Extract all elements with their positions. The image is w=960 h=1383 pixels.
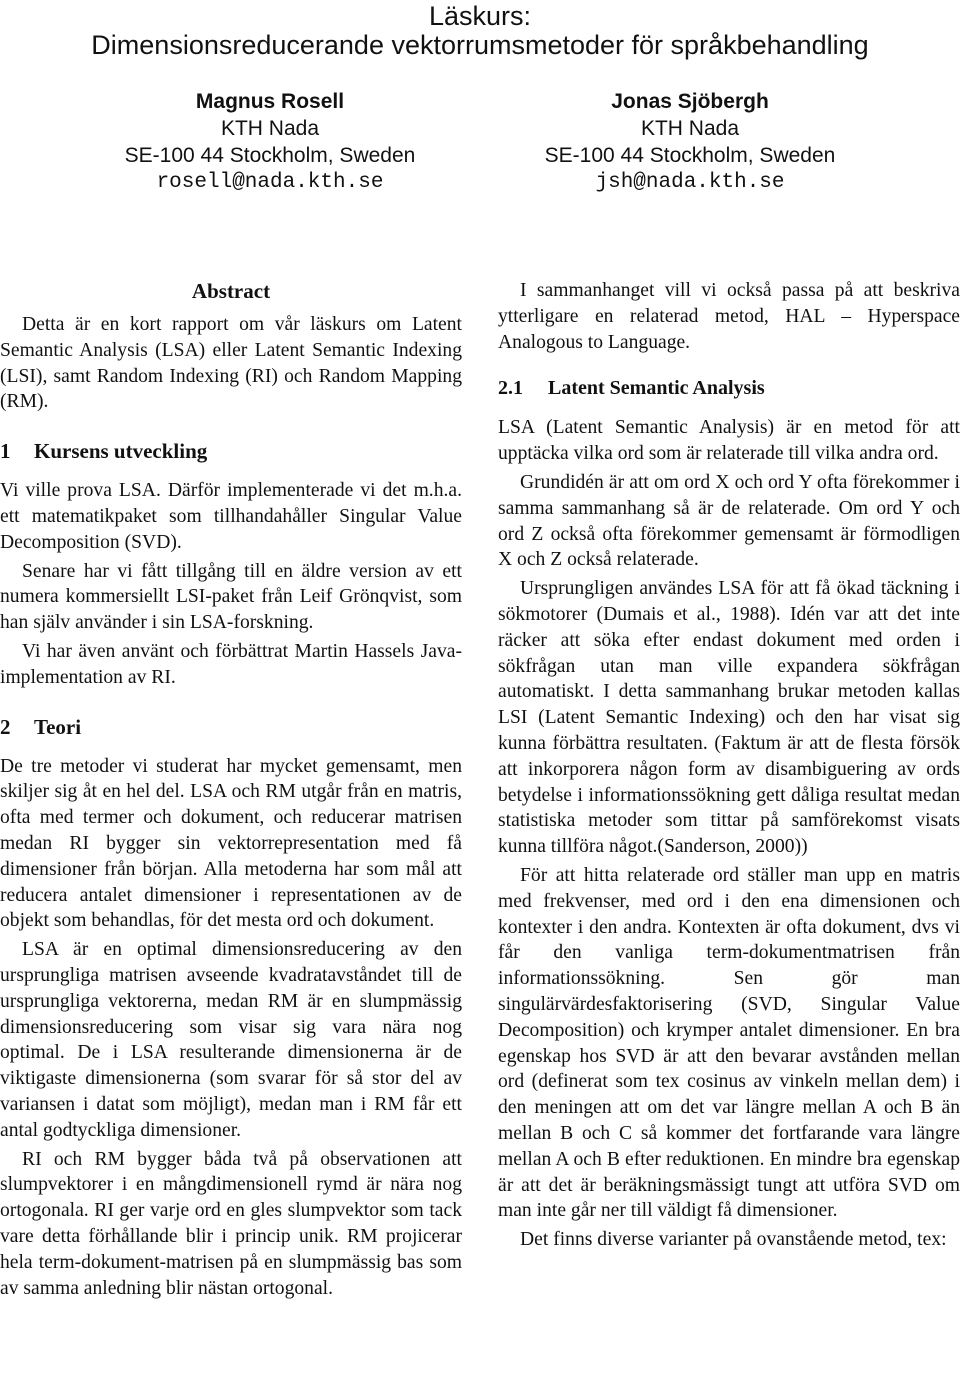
author-name: Magnus Rosell — [195, 90, 345, 113]
author-address: SE-100 44 Stockholm, Sweden — [544, 144, 836, 167]
paragraph: LSA (Latent Semantic Analysis) är en metod för att upptäcka vilka ord som är relaterade till vilka andra ord. — [498, 417, 960, 465]
paragraph: För att hitta relaterade ord ställer man upp en matris med frekvenser, med ord i den ena dimensionen och kontexter i den andra. Kontexten är ofta dokument, dvs vi får den vanliga term-dokumentmatrisen från informationssökning. Sen gör man singulärvärdesfaktorisering (SVD, Singular Value Decomposition) och krymper antalet dimensioner. En bra egenskap hos SVD är att den bevarar avstånden mellan ord (definerat som tex cosinus av vinkeln mellan dem) i den meningen att om det var längre mellan A och B än mellan B och C så kommer det fortfarande vara längre mellan A och B efter reduktionen. En mindre bra egenskap är att det är beräkningsmässigt tungt att utföra SVD om man inte går ner till väldigt få dimensioner. — [498, 864, 960, 1222]
section-number: 2 — [0, 714, 11, 739]
author-name: Jonas Sjöbergh — [611, 90, 769, 113]
author-block-1 — [60, 88, 480, 196]
author-affiliation: KTH Nada — [640, 117, 740, 140]
abstract-text: Detta är en kort rapport om vår läskurs om Latent Semantic Analysis (LSA) eller Latent Semantic Indexing (LSI), samt Random Indexing (RI) och Random Mapping (RM). — [0, 314, 462, 413]
section-number: 1 — [0, 439, 11, 464]
author-block-2 — [480, 88, 900, 196]
abstract-heading: Abstract — [191, 279, 271, 303]
paragraph: De tre metoder vi studerat har mycket gemensamt, men skiljer sig åt en hel del. LSA och RM utgår från en matris, ofta med termer och dokument, och reducerar matrisen medan RI bygger sin vektorrepresentation med få dimensioner från början. Alla metoderna har som mål att reducera antalet dimensioner i representationen av de objekt som behandlas, för det mesta ord och dokument. — [0, 755, 462, 932]
section-heading-1 — [0, 438, 462, 464]
paragraph: Ursprungligen användes LSA för att få ökad täckning i sökmotorer (Dumais et al., 1988). Idén var att det inte räcker att söka efter endast dokument med orden i sökfrågan utan man ville expandera sökfrågan automatiskt. I detta sammanhang brukar metoden kallas LSI (Latent Semantic Indexing) och den har visat sig kunna förbättra resultaten. (Faktum är att de flesta försök att inkorporera någon form av disambiguering av ords betydelse i informationssökning gett dåliga resultat medan statistiska metoder som tittar på samförekomst visats kunna tillföra något.(Sanderson, 2000)) — [498, 578, 960, 858]
paper-title-line-2: Dimensionsreducerande vektorrumsmetoder för språkbehandling — [91, 30, 869, 60]
section-heading-2 — [0, 714, 462, 740]
paragraph: RI och RM bygger båda två på observationen att slumpvektorer i en mångdimensionell rymd är nära nog ortogonala. RI ger varje ord en gles slumpvektor som tack vare detta förhållande blir i princip unik. RM projicerar hela term-dokument-matrisen på en slumpmässig bas som av samma anledning blir nästan ortogonal. — [0, 1148, 462, 1299]
left-column — [0, 278, 462, 1301]
author-affiliation: KTH Nada — [220, 117, 320, 140]
author-address: SE-100 44 Stockholm, Sweden — [124, 144, 416, 167]
right-column — [498, 278, 960, 1253]
subsection-heading-2-1 — [498, 375, 960, 401]
author-email: jsh@nada.kth.se — [595, 171, 785, 194]
paper-title-line-1: Läskurs: — [428, 1, 532, 31]
paragraph: LSA är en optimal dimensionsreducering av den ursprungliga matrisen avseende kvadratavståndet till de ursprungliga vektorerna, medan RM är en slumpmässig dimensionsreducering som visar sig vara nära nog optimal. De i LSA resulterande dimensionerna är de viktigaste dimensionerna (som svarar för så stor del av variansen i datat som möjligt), medan man i RM får ett antal godtyckliga dimensioner. — [0, 939, 462, 1141]
paragraph: Det finns diverse varianter på ovanstående metod, tex: — [520, 1229, 947, 1251]
subsection-title: Latent Semantic Analysis — [548, 377, 765, 400]
paragraph: I sammanhanget vill vi också passa på att beskriva ytterligare en relaterad metod, HAL – Hyperspace Analogous to Language. — [498, 280, 960, 353]
section-title: Kursens utveckling — [34, 439, 208, 464]
section-title: Teori — [34, 714, 82, 739]
subsection-number: 2.1 — [498, 377, 523, 400]
paragraph: Senare har vi fått tillgång till en äldre version av ett numera kommersiellt LSI-paket från Leif Grönqvist, som han själv använder i sin LSA-forskning. — [0, 560, 462, 634]
paragraph: Vi har även använt och förbättrat Martin Hassels Java-implementation av RI. — [0, 640, 462, 688]
author-email: rosell@nada.kth.se — [156, 171, 384, 194]
paragraph: Vi ville prova LSA. Därför implementerade vi det m.h.a. ett matematikpaket som tillhandahåller Singular Value Decomposition (SVD). — [0, 480, 462, 553]
paragraph: Grundidén är att om ord X och ord Y ofta förekommer i samma sammanhang så är de relaterade. Om ord Y och ord Z också ofta förekommer gemensamt är förmodligen X och Z också relaterade. — [498, 471, 960, 571]
